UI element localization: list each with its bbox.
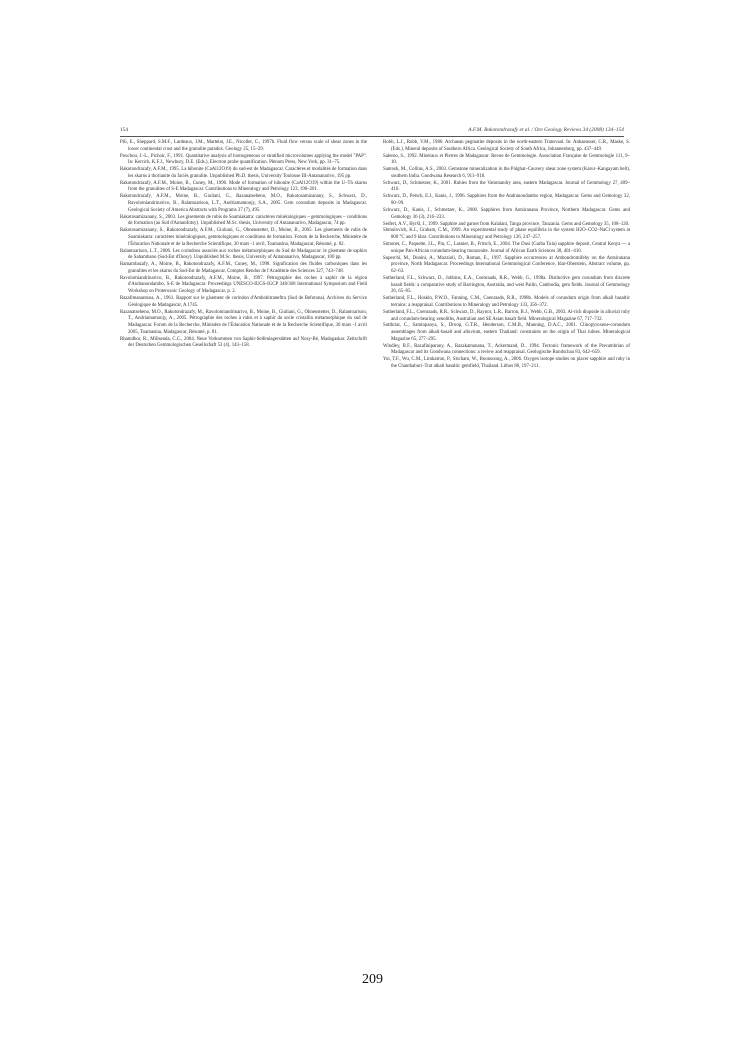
page-stamp-number: 209 bbox=[362, 972, 383, 987]
running-title: A.F.M. Rakotondrazafy et al. / Ore Geology Reviews 34 (2008) 134–154 bbox=[468, 127, 624, 133]
reference-item: Robb, L.J., Robb, V.M., 1986. Archaean pegmatite deposits in the north-eastern Transvaal. In: Anhaeusser, C.R., Maske, S. (Eds.), Mineral deposits of Southern Africa. Geological Society of South Africa, Johannesburg, pp. 437–449. bbox=[383, 140, 630, 152]
reference-item: Yui, T.F., Wu, C.M., Limkatrun, P., Sricharn, W., Boonsoong, A., 2006. Oxygen isotope studies on placer sapphire and ruby in the Chanthaburi–Trat alkali basaltic gemfield, Thailand. Lithos 86, 197–211. bbox=[383, 357, 630, 370]
header-rule bbox=[120, 136, 624, 137]
reference-item: Ralantoarison, L.T., 2006. Les corindons associés aux roches métamorphiques du Sud de Madagascar: le gisement de saphirs de Sahambano (Sud-Est d'Ihosy). Unpublished M.Sc. thesis, University of Antananarivo, Madagascar, 100 pp. bbox=[120, 248, 367, 261]
reference-item: Santosh, M., Collins, A.S., 2003. Gemstone mineralization in the Palghat–Cauvery shear zone system (Karur–Kangayam belt), southern India. Gondwana Research 6, 911–918. bbox=[383, 167, 630, 179]
reference-item: Seifert, A.V., Hyršl, J., 1999. Sapphire and garnet from Kalalani, Tanga province, Tanzania. Gems and Gemology 35, 108–120. bbox=[383, 221, 630, 227]
reference-item: Sutherland, F.L., Hoskin, P.W.O., Fanning, C.M., Coenraads, R.R., 1998b. Models of corundum origin from alkali basaltic terrains: a reappraisal. Contributions to Mineralogy and Petrology 133, 356–372. bbox=[383, 296, 630, 308]
reference-item: Razanatseheno, M.O., Rakotondrazafy, M., Ravolomiandrinarivo, B., Moine, B., Giuliani, G., Ohnenstetter, D., Ralantoarison, T., Andriamamonjy, A., 2005. Pétrographie des roches à rubis et à saphir du socle cristallin métamorphique du sud de Madagascar. Forum de la Recherche, Ministère de l'Éducation Nationale et de la Recherche Scientifique, 30 mars -1 avril 2005, Toamasina, Madagascar, Résumé, p. 81. bbox=[120, 309, 367, 335]
reference-item: Ramambazafy, A., Moine, B., Rakotondrazafy, A.F.M., Cuney, M., 1998. Signification des fluides carboniques dans les granulites et les skarns du Sud-Est de Madagascar. Comptes Rendus de l'Académie des Sciences 327, 743–748. bbox=[120, 262, 367, 274]
reference-item: Rhamdhor, R., Milisenda, C.C., 2004. Neue Vorkommen von Saphir-Seifenlagerstätten auf Nosy-Bé, Madagaskar. Zeitschrift der Deutschen Gemmologischen Gesellschaft 53 (4), 143–158. bbox=[120, 336, 367, 349]
reference-item: Rakotondrazafy, A.F.M., Moine, B., Giuliani, G., Razanatseheno, M.O., Rakotosamizanany, S., Schwarz, D., Ravolomiandrinarivo, B., Ralantoarison, L.T., Andriamamonjy, S.A., 2005. Gem corundum deposits in Madagascar. Geological Society of America Abstracts with Programs 37 (7), 495. bbox=[120, 194, 367, 213]
reference-item: Sutherland, F.L., Schwarz, D., Jobbins, E.A., Coenraads, R.R., Webb, G., 1998a. Distinctive gem corundum from discrete basalt fields: a comparative study of Barrington, Australia, and west Pailin, Cambodia, gem fields. Journal of Gemmology 26, 65–85. bbox=[383, 275, 630, 295]
reference-item: Rakotondrazafy, A.F.M., Moine, B., Cuney, M., 1996. Mode of formation of hibonite (CaAl12O19) within the U–Th skarns from the granulites of S-E Madagascar. Contributions to Mineralogy and Petrology 123, 190–201. bbox=[120, 180, 367, 193]
reference-item: Superchi, M., Donini, A., Muzzioli, D., Roman, E., 1997. Sapphire occurrences at Ambondromifehy on the Antsiranana province, North Madagascar. Proceedings International Gemmological Conference, Idar-Oberstein, Abstract volume, pp. 62–63. bbox=[383, 255, 630, 275]
reference-item: Simonet, C., Paquette, J.L., Pin, C., Lasnier, B., Fritsch, E., 2004. The Dusi (Garba Tula) sapphire deposit, Central Kenya — a unique Pan-African corundum-bearing monzonite. Journal of African Earth Sciences 38, 401–410. bbox=[383, 242, 630, 254]
reference-item: Razafimanantsoa, A., 1961. Rapport sur le gisement de corindon d'Ambohitraneftra (Sud de Befotona). Archives du Service Géologique de Madagascar, A 1745. bbox=[120, 296, 367, 308]
reference-item: Pouchou, J.-L., Pichoir, F., 1991. Quantitative analysis of homogeneous or stratified microvolumes applying the model "PAP". In: Kerrich, K.F.J., Newbury, D.E. (Eds.), Electron probe quantification. Plenum Press, New York, pp. 31–75. bbox=[120, 153, 367, 166]
page-number: 154 bbox=[120, 127, 129, 133]
reference-item: Schwarz, D., Petsch, E.J., Kanis, J., 1996. Sapphires from the Andranondambo region, Madagascar. Gems and Gemology 32, 80–99. bbox=[383, 194, 630, 207]
page-header bbox=[120, 124, 624, 136]
references-left-column bbox=[120, 140, 367, 350]
reference-item: Sutherland, F.L., Coenraads, R.R., Schwarz, D., Raynor, L.R., Barron, B.J., Webb, G.B., 2003. Al-rich diopside in alluvial ruby and corundum-bearing xenoliths, Australian and SE Asian basalt field. Mineralogical Magazine 67, 717–732. bbox=[383, 309, 630, 322]
reference-item: Ravolomiandrinarivo, B., Rakotondrazafy, A.F.M., Moine, B., 1997. Pétrographie des roches à saphir de la région d'Andranondambo, S-E de Madagascar. Proceedings UNESCO-IUGS-IGCP 348/368 International Symposium and Field Workshop on Proterozoic Geology of Madagascar, p. 2. bbox=[120, 275, 367, 295]
reference-item: Pili, E., Sheppard, S.M.F., Lardeaux, J.M., Martelat, J.E., Nicollet, C., 1997b. Fluid flow versus scale of shear zones in the lower continental crust and the granulite paradox. Geology 25, 15–29. bbox=[120, 140, 367, 152]
reference-item: Rakotondrazafy, A.F.M., 1995. La hibonite (CaAl12O19) du sud-est de Madagascar. Caractères et modalités de formation dans les skarns à thorianite du faciès granulite. Unpublished Ph.D. thesis, University Toulouse III-Antananarivo, 195 pp. bbox=[120, 167, 367, 179]
reference-item: Shmulovich, K.I., Graham, C.M., 1999. An experimental study of phase equilibria in the system H2O–CO2–NaCl system at 800 °C and 9 kbar. Contributions to Mineralogy and Petrology 136, 247–257. bbox=[383, 228, 630, 241]
reference-item: Rakotosamizanany, S., 2003. Les gisements de rubis de Soamiakatra: caractères minéralogiques – gemmologiques – conditions de formation (au Sud d'Antanifotsy). Unpublished M.Sc. thesis, University of Antananarivo, Madagascar, 74 pp. bbox=[120, 214, 367, 227]
reference-item: Schwarz, D., Schmetzer, K., 2001. Rubies from the Vatomandry area, eastern Madagascar. Journal of Gemmology 27, 409–416. bbox=[383, 180, 630, 193]
references-right-column bbox=[383, 140, 630, 371]
reference-item: Sutthirat, C., Saminpanya, S., Droop, G.T.R., Henderson, C.M.B., Manning, D.A.C., 2001. Clinopyroxene-corundum assemblages from alkali-basalt and alluvium, eastern Thailand: constraints on the origin of Thai rubies. Mineralogical Magazine 65, 277–295. bbox=[383, 323, 630, 342]
reference-item: Schwarz, D., Kanis, J., Schmetzer, K., 2000. Sapphires from Antsiranana Province, Northern Madagascar. Gems and Gemology 36 (3), 216–233. bbox=[383, 207, 630, 220]
reference-item: Salerno, S., 1992. Minéraux et Pierres de Madagascar. Revue de Gemmologie. Association Française de Gemmologie 111, 9–10. bbox=[383, 153, 630, 166]
reference-item: Windley, B.F., Razafiniparany, A., Razakamanana, T., Ackermand, D., 1994. Tectonic framework of the Precambrian of Madagascar and its Gondwana connections: a review and reappraisal. Geologische Rundschau 83, 642–659. bbox=[383, 343, 630, 356]
reference-item: Rakotosamizanany, S., Rakotondrazafy, A.F.M., Giuliani, G., Ohnenstetter, D., Moine, B., 2005. Les gisements de rubis de Soamiakatra: caractères minéralogiques, gemmologiques et conditions de formation. Forum de la Recherche, Ministère de l'Éducation Nationale et de la Recherche Scientifique, 30 mars -1 avril, Toamasina, Madagascar, Résumé, p. 82. bbox=[120, 228, 367, 247]
